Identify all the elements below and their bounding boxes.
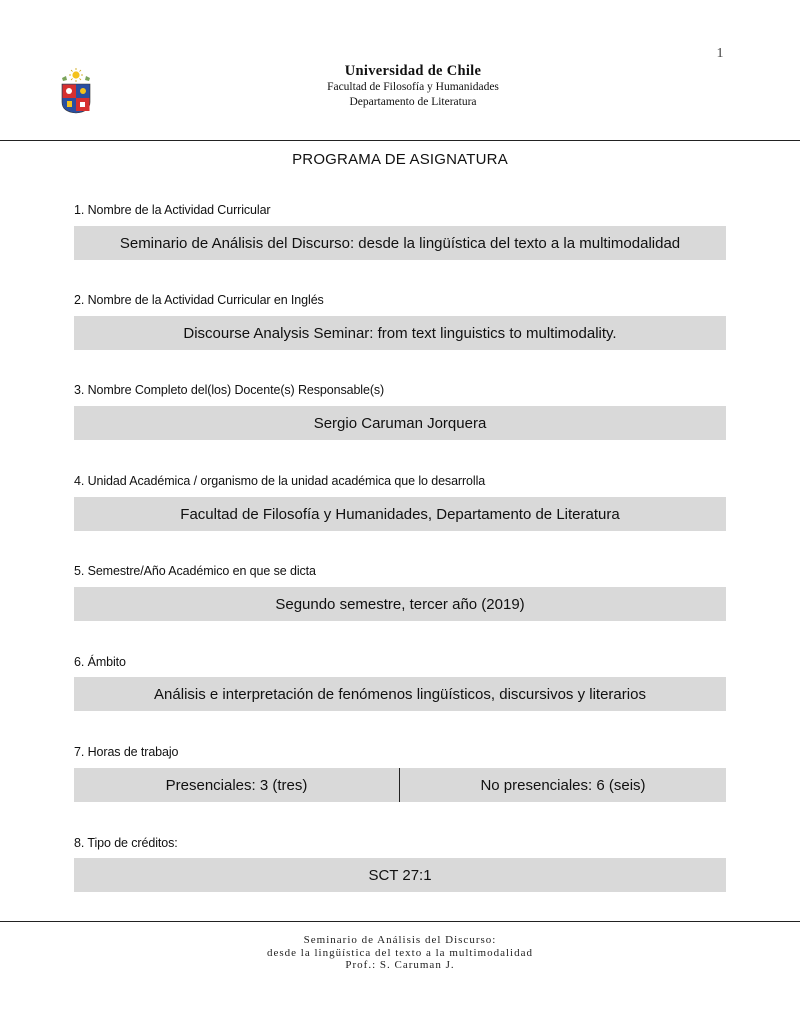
institution-header [213, 62, 613, 110]
footer-line-1: Seminario de Análisis del Discurso: [303, 934, 497, 946]
field-label-2: 2. Nombre de la Actividad Curricular en Inglés [74, 293, 324, 307]
page-number: 1 [716, 46, 724, 61]
field-value-6: Análisis e interpretación de fenómenos lingüísticos, discursivos y literarios [74, 677, 726, 711]
field-label-7: 7. Horas de trabajo [74, 745, 179, 759]
field-value-4: Facultad de Filosofía y Humanidades, Departamento de Literatura [74, 497, 726, 531]
university-logo [58, 66, 94, 114]
header-divider [0, 140, 800, 141]
sun-emblem-icon [62, 68, 90, 82]
document-title: PROGRAMA DE ASIGNATURA [292, 151, 508, 168]
field-label-6: 6. Ámbito [74, 655, 126, 669]
field-label-1: 1. Nombre de la Actividad Curricular [74, 203, 271, 217]
footer-divider [0, 921, 800, 922]
field-value-1: Seminario de Análisis del Discurso: desde la lingüística del texto a la multimodalidad [74, 226, 726, 260]
footer-line-2: desde la lingüística del texto a la multimodalidad [267, 946, 533, 959]
field-value-8: SCT 27:1 [74, 858, 726, 892]
field-value-2: Discourse Analysis Seminar: from text linguistics to multimodality. [74, 316, 726, 350]
field-label-8: 8. Tipo de créditos: [74, 836, 178, 850]
hours-presential: Presenciales: 3 (tres) [74, 768, 400, 802]
field-value-7 [74, 768, 726, 802]
page-footer [0, 934, 800, 972]
footer-line-3: Prof.: S. Caruman J. [345, 959, 455, 971]
field-label-5: 5. Semestre/Año Académico en que se dicta [74, 564, 316, 578]
field-label-4: 4. Unidad Académica / organismo de la unidad académica que lo desarrolla [74, 474, 486, 488]
field-label-3: 3. Nombre Completo del(los) Docente(s) Responsable(s) [74, 383, 385, 397]
field-value-3: Sergio Caruman Jorquera [74, 406, 726, 440]
university-name: Universidad de Chile [344, 63, 482, 79]
hours-non-presential: No presenciales: 6 (seis) [480, 776, 646, 794]
department-name: Departamento de Literatura [349, 96, 477, 108]
field-value-5: Segundo semestre, tercer año (2019) [74, 587, 726, 621]
shield-icon [62, 84, 90, 113]
faculty-name: Facultad de Filosofía y Humanidades [327, 81, 499, 93]
